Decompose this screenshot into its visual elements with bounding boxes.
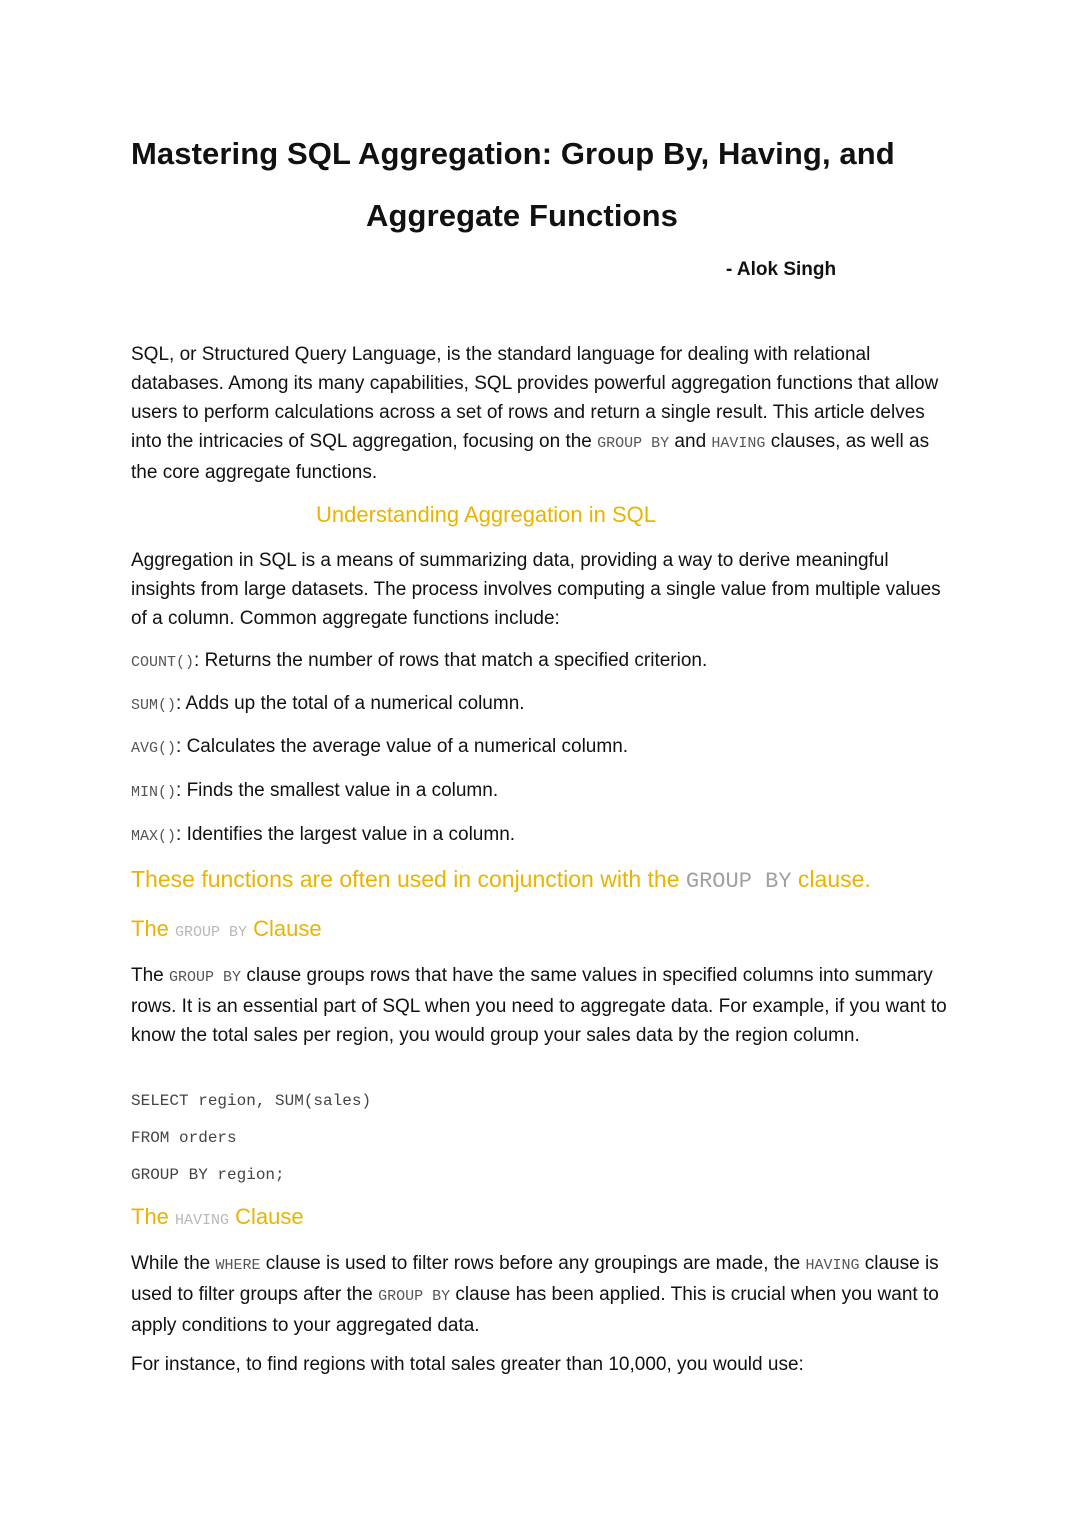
code-line: GROUP BY region;: [131, 1166, 285, 1184]
function-item: SUM(): Adds up the total of a numerical column.: [131, 693, 525, 714]
section-heading-having: The HAVING Clause: [131, 1204, 304, 1229]
having-paragraph: While the WHERE clause is used to filter rows before any groupings are made, the HAVING clause is used to filter groups after the GROUP BY clause has been applied. This is crucial when you want to apply conditions to your aggregated data.: [131, 1253, 939, 1336]
code-line: FROM orders: [131, 1129, 237, 1147]
function-item: AVG(): Calculates the average value of a numerical column.: [131, 736, 629, 757]
inline-code: GROUP BY: [175, 924, 248, 941]
inline-code: HAVING: [175, 1212, 230, 1229]
group-by-paragraph: The GROUP BY clause groups rows that have the same values in specified columns into summary rows. It is an essential part of SQL when you need to aggregate data. For example, if you want to know the total sales per region, you would group your sales data by the region column.: [131, 965, 947, 1046]
function-code: SUM(): [131, 697, 177, 714]
function-item: COUNT(): Returns the number of rows that match a specified criterion.: [131, 650, 708, 671]
section-heading-group-by: The GROUP BY Clause: [131, 916, 322, 941]
aggregation-paragraph: Aggregation in SQL is a means of summarizing data, providing a way to derive meaningful insights from large datasets. The process involves computing a single value from multiple values of a column. Common aggregate functions include:: [131, 550, 941, 629]
author-byline: - Alok Singh: [726, 259, 837, 280]
function-code: MAX(): [131, 828, 177, 845]
function-item: MAX(): Identifies the largest value in a column.: [131, 824, 516, 845]
inline-code: HAVING: [711, 435, 766, 452]
inline-code: GROUP BY: [597, 435, 670, 452]
inline-code: WHERE: [215, 1257, 261, 1274]
function-code: COUNT(): [131, 654, 195, 671]
inline-code: GROUP BY: [169, 969, 242, 986]
inline-code: HAVING: [805, 1257, 860, 1274]
having-example-paragraph: For instance, to find regions with total sales greater than 10,000, you would use:: [131, 1354, 804, 1375]
code-line: SELECT region, SUM(sales): [131, 1092, 372, 1110]
function-item: MIN(): Finds the smallest value in a column.: [131, 780, 499, 801]
conjunction-heading: These functions are often used in conjunction with the GROUP BY clause.: [131, 866, 871, 894]
function-code: AVG(): [131, 740, 177, 757]
inline-code: GROUP BY: [378, 1288, 451, 1305]
title-line-2: Aggregate Functions: [366, 198, 678, 233]
title-line-1: Mastering SQL Aggregation: Group By, Having, and: [131, 136, 895, 171]
function-code: MIN(): [131, 784, 177, 801]
section-heading-aggregation: Understanding Aggregation in SQL: [316, 502, 657, 527]
intro-paragraph: SQL, or Structured Query Language, is the standard language for dealing with relational databases. Among its many capabilities, SQL provides powerful aggregation functions that allow users to perform calculations across a set of rows and return a single result. This article delves into the intricacies of SQL aggregation, focusing on the GROUP BY and HAVING clauses, as well as the core aggregate functions.: [131, 344, 939, 483]
inline-code: GROUP BY: [685, 869, 792, 894]
